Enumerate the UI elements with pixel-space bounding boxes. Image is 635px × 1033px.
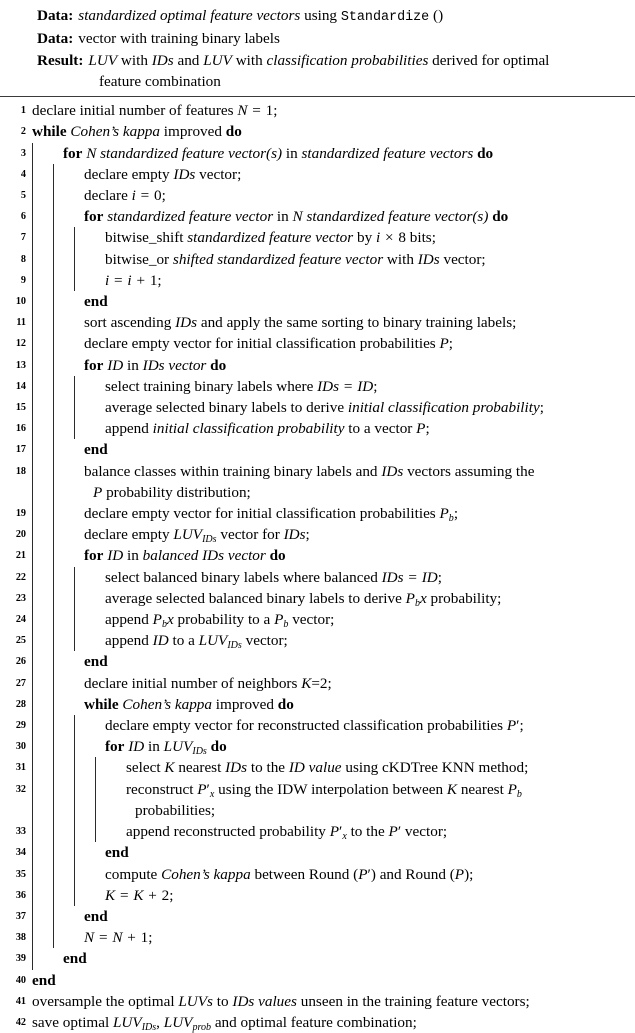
indent-guide (53, 715, 74, 736)
indent-guide (32, 355, 53, 376)
line-text: append ID to a $LUV_{IDs}$ vector; (105, 632, 288, 652)
algorithm-line (0, 376, 635, 397)
indent-guide (74, 821, 95, 842)
indent-guide (95, 779, 116, 821)
line-content (26, 630, 635, 651)
line-text: declare empty $LUV_{IDs}$ vector for IDs; (84, 526, 310, 546)
line-text: declare empty vector for reconstructed classification probabilities P′; (105, 717, 524, 735)
indent-guide (53, 757, 74, 778)
indent-guide (95, 821, 116, 842)
line-number: 10 (15, 296, 26, 308)
line-content (26, 885, 635, 906)
indent-guide (32, 291, 53, 312)
algorithm-line (0, 206, 635, 227)
algorithm-line (0, 312, 635, 333)
indent-guide (32, 312, 53, 333)
line-text: balance classes within training binary labels and IDs vectors assuming the P probability distribution; (74, 461, 635, 503)
line-text: save optimal $LUV_{IDs}$, $LUV_{prob}$ and optimal feature combination; (32, 1013, 417, 1033)
line-number: 5 (20, 190, 26, 201)
indent-guide (32, 609, 53, 630)
indent-guide (53, 291, 74, 312)
algorithm-line (0, 779, 635, 821)
algorithm-line (0, 588, 635, 609)
header-keyword: Data: (37, 30, 74, 48)
indent-guide (53, 376, 74, 397)
line-number: 19 (15, 508, 26, 520)
line-number: 7 (20, 232, 26, 244)
algorithm-line (0, 121, 635, 142)
indent-guide (53, 227, 74, 248)
algorithm-line (0, 991, 635, 1012)
algorithm-line (0, 503, 635, 524)
indent-guide (53, 821, 74, 842)
line-number: 31 (15, 762, 26, 774)
algorithm-line (0, 100, 635, 121)
line-number: 2 (20, 126, 26, 138)
indent-guide (32, 821, 53, 842)
header-text: LUV with IDs and LUV with classification probabilities derived for optimal (88, 51, 550, 69)
line-number: 22 (15, 571, 26, 583)
indent-guide (32, 736, 53, 757)
indent-guide (74, 779, 95, 821)
line-text: end (84, 441, 108, 459)
indent-guide (32, 927, 53, 948)
line-text: for ID in IDs vector do (84, 356, 227, 374)
line-text: for N standardized feature vector(s) in standardized feature vectors do (63, 144, 494, 162)
line-text: K = K + 2; (105, 886, 174, 904)
indent-guide (53, 651, 74, 672)
algorithm-line (0, 948, 635, 969)
line-number: 21 (15, 550, 26, 562)
algorithm-line (0, 736, 635, 757)
line-content (26, 609, 635, 630)
indent-guide (74, 376, 95, 397)
indent-guide (53, 355, 74, 376)
algorithm-line (0, 439, 635, 460)
header-line-data-2 (6, 28, 629, 49)
indent-guide (53, 439, 74, 460)
line-text: while Cohen’s kappa improved do (32, 123, 242, 141)
algorithm-line (0, 609, 635, 630)
algorithm-line (0, 291, 635, 312)
line-text: declare empty IDs vector; (84, 165, 242, 183)
indent-guide (32, 630, 53, 651)
indent-guide (32, 864, 53, 885)
line-content (26, 270, 635, 291)
line-content (26, 439, 635, 460)
line-text: select balanced binary labels where balanced IDs = ID; (105, 568, 442, 586)
line-number: 16 (15, 423, 26, 435)
line-text: sort ascending IDs and apply the same sorting to binary training labels; (84, 314, 517, 332)
line-text: average selected balanced binary labels to derive $P_bx$ probability; (105, 589, 502, 609)
line-text: declare initial number of features N = 1; (32, 102, 278, 120)
algorithm-line (0, 270, 635, 291)
algorithm-line (0, 821, 635, 842)
line-continuation: probabilities; (135, 801, 216, 819)
line-content (26, 206, 635, 227)
line-content (26, 355, 635, 376)
indent-guide (32, 715, 53, 736)
line-text: append initial classification probability to a vector P; (105, 420, 430, 438)
indent-guide (32, 567, 53, 588)
line-text: average selected binary labels to derive initial classification probability; (105, 399, 544, 417)
indent-guide (53, 461, 74, 503)
line-number: 34 (15, 847, 26, 859)
algorithm-line (0, 906, 635, 927)
indent-guide (32, 779, 53, 821)
indent-guide (74, 885, 95, 906)
line-content (26, 333, 635, 354)
line-text: N = N + 1; (84, 929, 153, 947)
algorithm-line (0, 970, 635, 991)
algorithm-line (0, 567, 635, 588)
line-number: 37 (15, 910, 26, 922)
line-text: end (84, 293, 108, 311)
indent-guide (32, 461, 53, 503)
line-text: declare empty vector for initial classification probabilities $P_b$; (84, 505, 459, 524)
line-number: 26 (15, 656, 26, 668)
line-text: end (84, 907, 108, 925)
indent-guide (53, 906, 74, 927)
line-number: 29 (15, 720, 26, 732)
indent-guide (53, 418, 74, 439)
line-content (26, 864, 635, 885)
indent-guide (32, 694, 53, 715)
indent-guide (53, 588, 74, 609)
line-number: 42 (15, 1016, 26, 1028)
line-number: 11 (16, 317, 26, 329)
line-text: declare i = 0; (84, 187, 166, 204)
indent-guide (53, 927, 74, 948)
indent-guide (32, 588, 53, 609)
line-content (26, 503, 635, 524)
indent-guide (32, 206, 53, 227)
indent-guide (53, 312, 74, 333)
line-content (26, 651, 635, 672)
line-content (26, 991, 635, 1012)
indent-guide (53, 694, 74, 715)
line-number: 18 (15, 465, 26, 477)
line-content (26, 461, 635, 503)
line-text: select K nearest IDs to the ID value using cKDTree KNN method; (126, 759, 529, 777)
line-text: for standardized feature vector in N standardized feature vector(s) do (84, 208, 509, 226)
algorithm-line (0, 418, 635, 439)
line-text: for ID in balanced IDs vector do (84, 547, 286, 565)
indent-guide (74, 736, 95, 757)
line-content (26, 185, 635, 206)
line-text: compute Cohen’s kappa between Round (P′) and Round (P); (105, 865, 474, 883)
line-text: end (84, 653, 108, 671)
line-content (26, 673, 635, 694)
line-number: 32 (15, 783, 26, 795)
line-content (26, 736, 635, 757)
algorithm-line (0, 842, 635, 863)
algorithm-line (0, 651, 635, 672)
line-content (26, 588, 635, 609)
algorithm-line (0, 333, 635, 354)
line-text: bitwise_or shifted standardized feature vector with IDs vector; (105, 250, 486, 268)
algorithm-line (0, 227, 635, 248)
line-text: declare empty vector for initial classification probabilities P; (84, 335, 454, 353)
line-text: end (63, 950, 87, 968)
line-number: 14 (15, 380, 26, 392)
algorithm-line (0, 164, 635, 185)
line-content (26, 249, 635, 270)
algorithm-line (0, 143, 635, 164)
header-text: standardized optimal feature vectors using Standardize () (78, 7, 444, 25)
line-number: 41 (15, 995, 26, 1007)
line-content (26, 970, 635, 991)
indent-guide (53, 567, 74, 588)
indent-guide (53, 397, 74, 418)
indent-guide (74, 270, 95, 291)
indent-guide (32, 333, 53, 354)
line-number: 1 (20, 105, 26, 117)
line-text: oversample the optimal LUVs to IDs values unseen in the training feature vectors; (32, 992, 530, 1010)
line-number: 33 (15, 826, 26, 838)
line-number: 40 (15, 974, 26, 986)
line-content (26, 312, 635, 333)
algorithm-line (0, 715, 635, 736)
line-content (26, 842, 635, 863)
line-content (26, 927, 635, 948)
line-text: declare initial number of neighbors K=2; (84, 674, 332, 692)
indent-guide (74, 842, 95, 863)
algorithm-line (0, 864, 635, 885)
algorithm-line (0, 885, 635, 906)
line-content (26, 418, 635, 439)
indent-guide (32, 227, 53, 248)
indent-guide (74, 227, 95, 248)
line-text: for ID in $LUV_{IDs}$ do (105, 738, 227, 758)
header-keyword: Result: (37, 51, 84, 69)
line-number: 12 (15, 338, 26, 350)
algorithm-line (0, 694, 635, 715)
indent-guide (53, 249, 74, 270)
line-number: 35 (15, 868, 26, 880)
line-number: 13 (15, 359, 26, 371)
indent-guide (32, 524, 53, 545)
line-number: 3 (20, 147, 26, 159)
line-content (26, 143, 635, 164)
indent-guide (32, 439, 53, 460)
indent-guide (32, 503, 53, 524)
line-content (26, 715, 635, 736)
line-number: 28 (15, 698, 26, 710)
header-text: vector with training binary labels (78, 30, 280, 48)
algorithm-line (0, 355, 635, 376)
line-content (26, 821, 635, 842)
line-content (26, 545, 635, 566)
algorithm-line (0, 397, 635, 418)
line-content (26, 694, 635, 715)
line-number: 15 (15, 402, 26, 414)
algorithm-line (0, 1012, 635, 1033)
line-text: i = i + 1; (105, 271, 162, 289)
line-continuation: P probability distribution; (93, 483, 251, 501)
line-text: while Cohen’s kappa improved do (84, 695, 294, 713)
line-number: 25 (15, 635, 26, 647)
indent-guide (32, 376, 53, 397)
line-content (26, 100, 635, 121)
line-content (26, 291, 635, 312)
line-number: 6 (20, 211, 26, 223)
indent-guide (74, 567, 95, 588)
line-content (26, 567, 635, 588)
line-content (26, 948, 635, 969)
indent-guide (95, 757, 116, 778)
header-line-result (6, 50, 629, 71)
indent-guide (74, 630, 95, 651)
header-continuation: feature combination (99, 72, 221, 90)
line-content (26, 121, 635, 142)
line-content (26, 906, 635, 927)
line-text: end (32, 971, 56, 989)
indent-guide (74, 249, 95, 270)
algorithm-line (0, 545, 635, 566)
line-content (26, 1012, 635, 1033)
indent-guide (32, 948, 53, 969)
indent-guide (74, 418, 95, 439)
indent-guide (53, 545, 74, 566)
line-content (26, 524, 635, 545)
line-text: select training binary labels where IDs = ID; (105, 377, 378, 395)
indent-guide (74, 609, 95, 630)
indent-guide (53, 503, 74, 524)
algorithm-line (0, 461, 635, 503)
indent-guide (32, 651, 53, 672)
indent-guide (32, 270, 53, 291)
line-text: reconstruct $P'_x$ using the IDW interpolation between K nearest $P_b$ probabilities; (116, 779, 635, 821)
algorithm-line (0, 927, 635, 948)
line-number: 30 (15, 741, 26, 753)
indent-guide (32, 397, 53, 418)
line-number: 20 (15, 529, 26, 541)
indent-guide (53, 185, 74, 206)
indent-guide (53, 206, 74, 227)
indent-guide (53, 885, 74, 906)
algorithm-line (0, 524, 635, 545)
indent-guide (74, 864, 95, 885)
line-content (26, 227, 635, 248)
indent-guide (53, 333, 74, 354)
algorithm-line (0, 249, 635, 270)
indent-guide (32, 143, 53, 164)
indent-guide (32, 885, 53, 906)
algorithm-line (0, 673, 635, 694)
header-divider-rule (0, 96, 635, 97)
indent-guide (53, 524, 74, 545)
line-content (26, 164, 635, 185)
line-number: 24 (15, 614, 26, 626)
line-number: 17 (15, 444, 26, 456)
indent-guide (53, 164, 74, 185)
line-number: 4 (20, 168, 26, 180)
indent-guide (32, 842, 53, 863)
line-text: append reconstructed probability $P'_x$ to the P′ vector; (126, 823, 448, 842)
indent-guide (53, 736, 74, 757)
indent-guide (74, 397, 95, 418)
line-content (26, 779, 635, 821)
algorithm-header (0, 0, 635, 92)
line-text: end (105, 844, 129, 862)
indent-guide (32, 164, 53, 185)
line-number: 39 (15, 953, 26, 965)
algorithm-line (0, 630, 635, 651)
algorithm-line (0, 757, 635, 778)
header-keyword: Data: (37, 7, 74, 24)
line-number: 27 (15, 677, 26, 689)
indent-guide (32, 185, 53, 206)
line-number: 8 (20, 253, 26, 265)
indent-guide (53, 779, 74, 821)
indent-guide (53, 270, 74, 291)
indent-guide (74, 757, 95, 778)
algorithm-body (0, 100, 635, 1033)
line-number: 9 (20, 274, 26, 286)
indent-guide (53, 864, 74, 885)
indent-guide (32, 249, 53, 270)
indent-guide (32, 418, 53, 439)
indent-guide (53, 842, 74, 863)
line-number: 36 (15, 889, 26, 901)
indent-guide (53, 630, 74, 651)
line-content (26, 376, 635, 397)
indent-guide (74, 588, 95, 609)
line-content (26, 757, 635, 778)
line-number: 23 (15, 592, 26, 604)
indent-guide (74, 715, 95, 736)
indent-guide (32, 906, 53, 927)
indent-guide (53, 673, 74, 694)
header-line-data-1 (6, 5, 629, 28)
line-content (26, 397, 635, 418)
indent-guide (32, 757, 53, 778)
line-text: append $P_bx$ probability to a $P_b$ vector; (105, 611, 335, 630)
line-text: bitwise_shift standardized feature vector by i × 8 bits; (105, 229, 436, 247)
indent-guide (32, 545, 53, 566)
indent-guide (32, 673, 53, 694)
algorithm-line (0, 185, 635, 206)
line-number: 38 (15, 932, 26, 944)
indent-guide (53, 609, 74, 630)
